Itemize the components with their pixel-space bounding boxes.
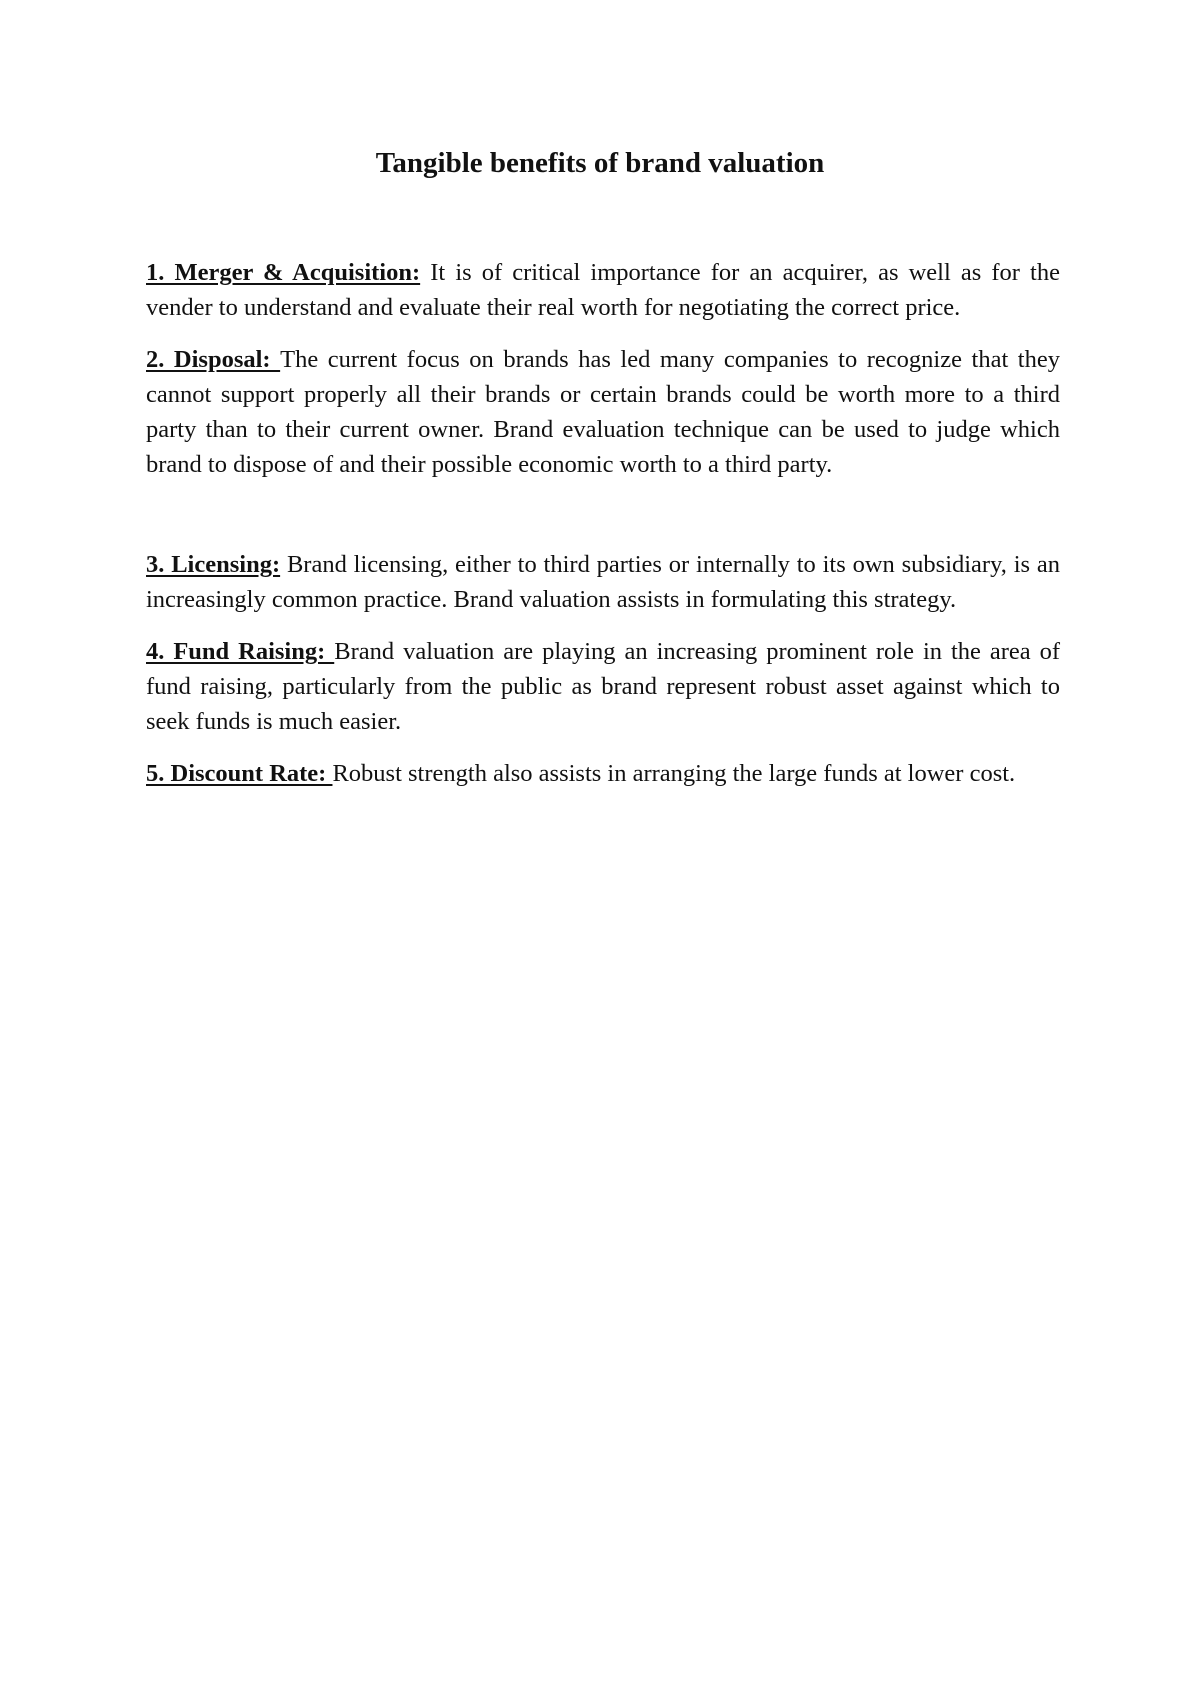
- paragraph-text: Brand licensing, either to third parties or internally to its own subsidiary, is an increasingly common practice. Brand valuation assists in formulating this strategy.: [146, 551, 1060, 613]
- paragraph-heading: 1. Merger & Acquisition:: [146, 259, 421, 286]
- document-title: Tangible benefits of brand valuation: [375, 147, 825, 179]
- paragraph-disposal: [146, 342, 1060, 482]
- paragraph-heading: 2. Disposal:: [146, 346, 281, 373]
- paragraph-text: It is of critical importance for an acquirer, as well as for the vender to understand and evaluate their real worth for negotiating the correct price.: [146, 259, 1060, 321]
- paragraph-licensing: [146, 547, 1060, 617]
- paragraph-text: The current focus on brands has led many companies to recognize that they cannot support properly all their brands or certain brands could be worth more to a third party than to their current owner. Brand evaluation technique can be used to judge which brand to dispose of and their possible economic worth to a third party.: [146, 346, 1060, 478]
- paragraph-heading: 4. Fund Raising:: [146, 638, 335, 665]
- paragraph-discount-rate: [146, 756, 1060, 791]
- paragraph-merger-acquisition: [146, 255, 1060, 325]
- paragraph-heading: 3. Licensing:: [146, 551, 281, 578]
- paragraph-text: Brand valuation are playing an increasing prominent role in the area of fund raising, particularly from the public as brand represent robust asset against which to seek funds is much easier.: [146, 638, 1061, 735]
- paragraph-fund-raising: [146, 634, 1060, 739]
- paragraph-heading: 5. Discount Rate:: [146, 760, 333, 787]
- document-body: [146, 255, 1060, 791]
- paragraph-text: Robust strength also assists in arranging the large funds at lower cost.: [332, 760, 1016, 787]
